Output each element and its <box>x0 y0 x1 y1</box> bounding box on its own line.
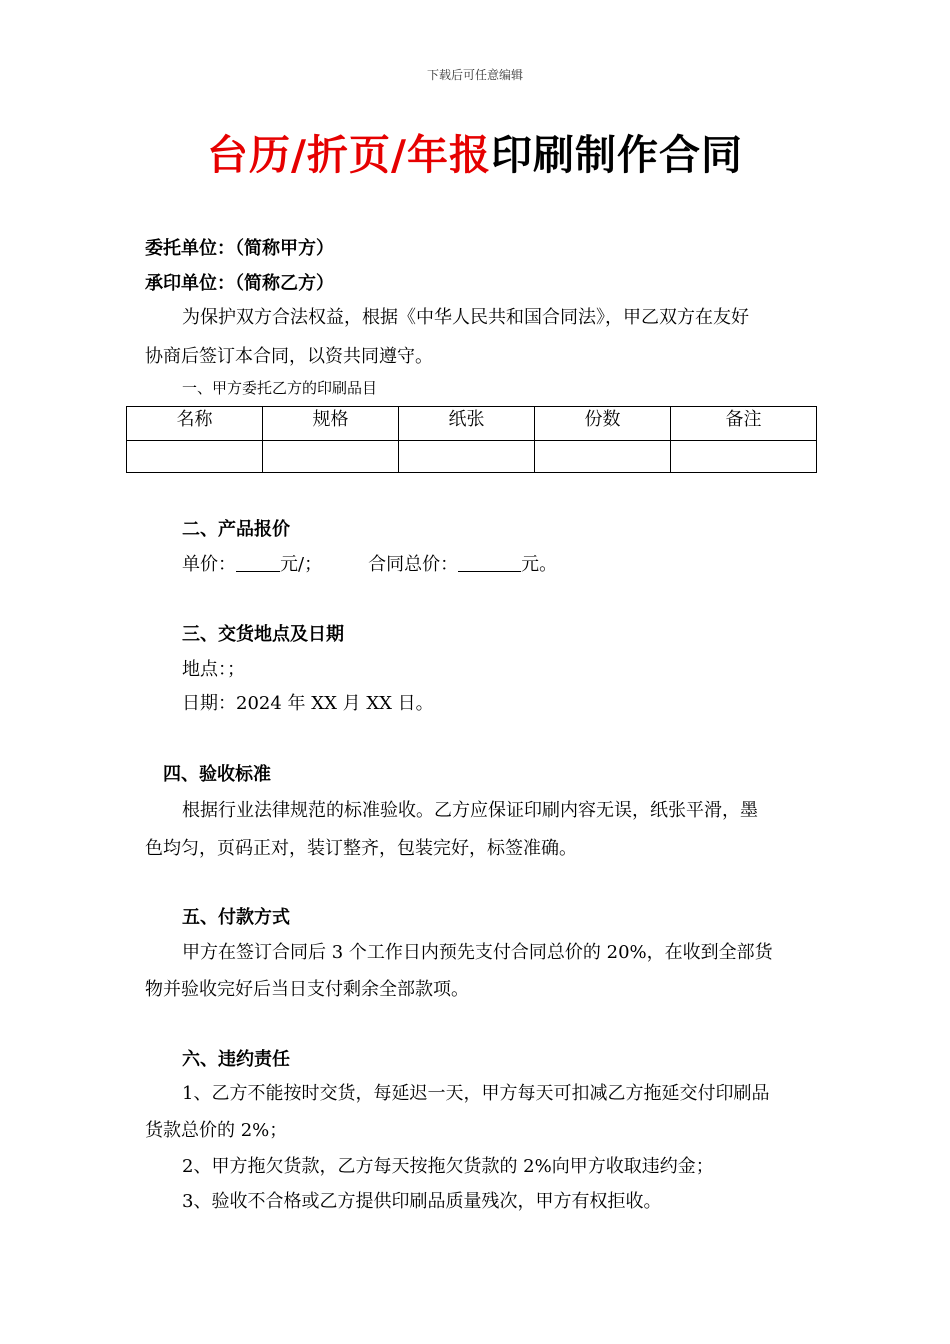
delivery-date: 日期：2024 年 XX 月 XX 日。 <box>182 693 434 714</box>
title-red-part: 台历/折页/年报 <box>207 131 491 179</box>
table-cell[interactable] <box>127 441 263 473</box>
breach-item-1-line-1: 1、乙方不能按时交货，每延迟一天，甲方每天可扣减乙方拖延交付印刷品 <box>182 1083 770 1104</box>
table-header-cell: 规格 <box>263 407 399 441</box>
client-party: 委托单位：（简称甲方） <box>145 238 334 259</box>
table-header-cell: 份数 <box>535 407 671 441</box>
section2-heading: 二、产品报价 <box>182 519 290 540</box>
unit-price-blank[interactable] <box>236 553 280 572</box>
total-price-label: 合同总价： <box>368 554 459 575</box>
table-header-row <box>127 407 817 441</box>
header-note: 下载后可任意编辑 <box>426 68 523 82</box>
section1-heading: 一、甲方委托乙方的印刷品目 <box>182 379 378 397</box>
unit-price-suffix: 元/； <box>280 554 323 575</box>
section4-heading: 四、验收标准 <box>163 764 271 785</box>
unit-price-label: 单价： <box>182 554 236 575</box>
table-header-cell: 备注 <box>671 407 817 441</box>
section5-heading: 五、付款方式 <box>182 907 290 928</box>
section3-heading: 三、交货地点及日期 <box>182 624 344 645</box>
intro-line-2: 协商后签订本合同，以资共同遵守。 <box>145 346 433 367</box>
payment-line-1: 甲方在签订合同后 3 个工作日内预先支付合同总价的 20%，在收到全部货 <box>182 942 773 963</box>
table-header-cell: 纸张 <box>399 407 535 441</box>
print-items-table <box>126 406 817 473</box>
breach-item-1-line-2: 货款总价的 2%； <box>145 1120 288 1141</box>
table-header-cell: 名称 <box>127 407 263 441</box>
title-black-part: 印刷制作合同 <box>490 131 743 179</box>
price-line <box>182 550 557 576</box>
breach-item-3: 3、验收不合格或乙方提供印刷品质量残次，甲方有权拒收。 <box>182 1191 662 1212</box>
total-price-blank[interactable] <box>458 553 521 572</box>
printer-party: 承印单位：（简称乙方） <box>145 273 334 294</box>
section6-heading: 六、违约责任 <box>182 1049 290 1070</box>
acceptance-line-1: 根据行业法律规范的标准验收。乙方应保证印刷内容无误，纸张平滑，墨 <box>182 800 758 821</box>
payment-line-2: 物并验收完好后当日支付剩余全部款项。 <box>145 979 469 1000</box>
delivery-place: 地点：； <box>182 659 245 680</box>
table-cell[interactable] <box>535 441 671 473</box>
breach-item-2: 2、甲方拖欠货款，乙方每天按拖欠货款的 2%向甲方收取违约金； <box>182 1156 714 1177</box>
document-title <box>0 122 950 181</box>
table-cell[interactable] <box>399 441 535 473</box>
total-price-suffix: 元。 <box>521 554 558 575</box>
acceptance-line-2: 色均匀，页码正对，装订整齐，包装完好，标签准确。 <box>145 838 577 859</box>
table-row <box>127 441 817 473</box>
table-cell[interactable] <box>263 441 399 473</box>
table-cell[interactable] <box>671 441 817 473</box>
intro-line-1: 为保护双方合法权益，根据《中华人民共和国合同法》，甲乙双方在友好 <box>182 307 749 328</box>
